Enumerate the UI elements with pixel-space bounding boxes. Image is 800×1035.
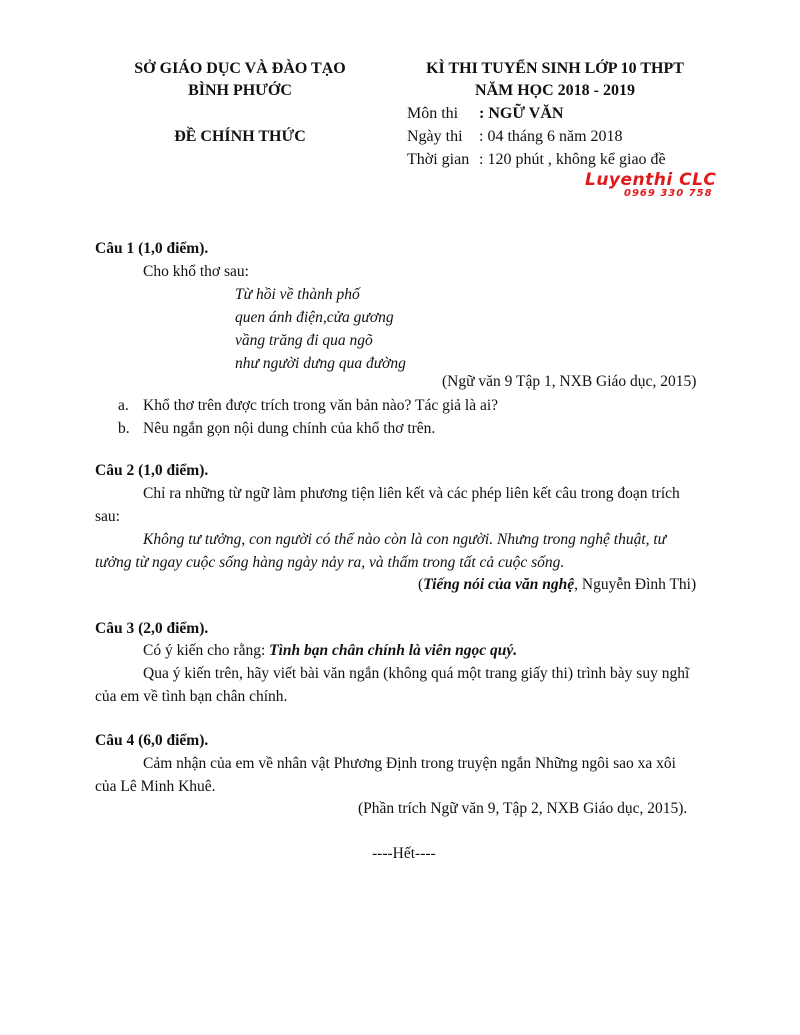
date-value: : 04 tháng 6 năm 2018 [479,128,623,145]
q3-opinion-line [143,642,517,660]
q4-task-line2: của Lê Minh Khuê. [95,778,216,795]
q1b-text: Nêu ngắn gọn nội dung chính của khổ thơ trên. [143,420,436,437]
q2-source-rest: , Nguyễn Đình Thi) [574,576,697,593]
q1-heading: Câu 1 (1,0 điểm). [95,240,209,257]
q2-source-open: ( [418,576,424,593]
dept-name: SỞ GIÁO DỤC VÀ ĐÀO TẠO [134,60,346,77]
subject-label: Môn thi [407,105,459,122]
q1a-marker: a. [118,397,129,414]
q4-heading: Câu 4 (6,0 điểm). [95,732,209,749]
q3-task-line1: Qua ý kiến trên, hãy viết bài văn ngắn (không quá một trang giấy thi) trình bày suy nghĩ [143,665,690,682]
q2-prompt-line2: sau: [95,508,120,525]
q2-heading: Câu 2 (1,0 điểm). [95,462,209,479]
subject-value: : NGỮ VĂN [479,105,564,122]
exam-title: KÌ THI TUYỂN SINH LỚP 10 THPT [426,60,684,77]
poem-line-4: như người dưng qua đường [235,355,406,372]
q2-excerpt-line2: tưởng từ ngay cuộc sống hàng ngày nảy ra, và thấm trong tất cả cuộc sống. [95,554,565,571]
school-year: NĂM HỌC 2018 - 2019 [475,82,635,99]
q2-source-title: Tiếng nói của văn nghệ [423,576,575,593]
q3-opinion: Tình bạn chân chính là viên ngọc quý. [269,642,518,659]
watermark-phone: 0969 330 758 [624,188,713,199]
poem-line-1: Từ hồi về thành phố [235,286,360,303]
watermark-brand: Luyenthi CLC [585,170,717,190]
q1-intro: Cho khổ thơ sau: [143,263,249,280]
q3-opinion-intro: Có ý kiến cho rằng: [143,642,270,659]
official-label: ĐỀ CHÍNH THỨC [174,128,306,145]
province-name: BÌNH PHƯỚC [188,82,292,99]
date-label: Ngày thi [407,128,463,145]
q2-source [418,576,696,594]
poem-line-2: quen ánh điện,cửa gương [235,309,394,326]
time-label: Thời gian [407,151,470,168]
q4-task-line1: Cảm nhận của em về nhân vật Phương Định trong truyện ngắn Những ngôi sao xa xôi [143,755,676,772]
q4-source: (Phần trích Ngữ văn 9, Tập 2, NXB Giáo dục, 2015). [358,800,688,817]
q2-excerpt-line1: Không tư tưởng, con người có thể nào còn là con người. Nhưng trong nghệ thuật, tư [143,531,667,548]
end-marker: ----Hết---- [372,845,436,862]
q3-task-line2: của em về tình bạn chân chính. [95,688,288,705]
q1-source: (Ngữ văn 9 Tập 1, NXB Giáo dục, 2015) [442,373,697,390]
q2-prompt-line1: Chỉ ra những từ ngữ làm phương tiện liên kết và các phép liên kết câu trong đoạn trích [143,485,680,502]
time-value: : 120 phút , không kể giao đề [479,151,666,168]
q1a-text: Khổ thơ trên được trích trong văn bản nào? Tác giả là ai? [143,397,499,414]
q1b-marker: b. [118,420,130,437]
q3-heading: Câu 3 (2,0 điểm). [95,620,209,637]
poem-line-3: vầng trăng đi qua ngõ [235,332,373,349]
